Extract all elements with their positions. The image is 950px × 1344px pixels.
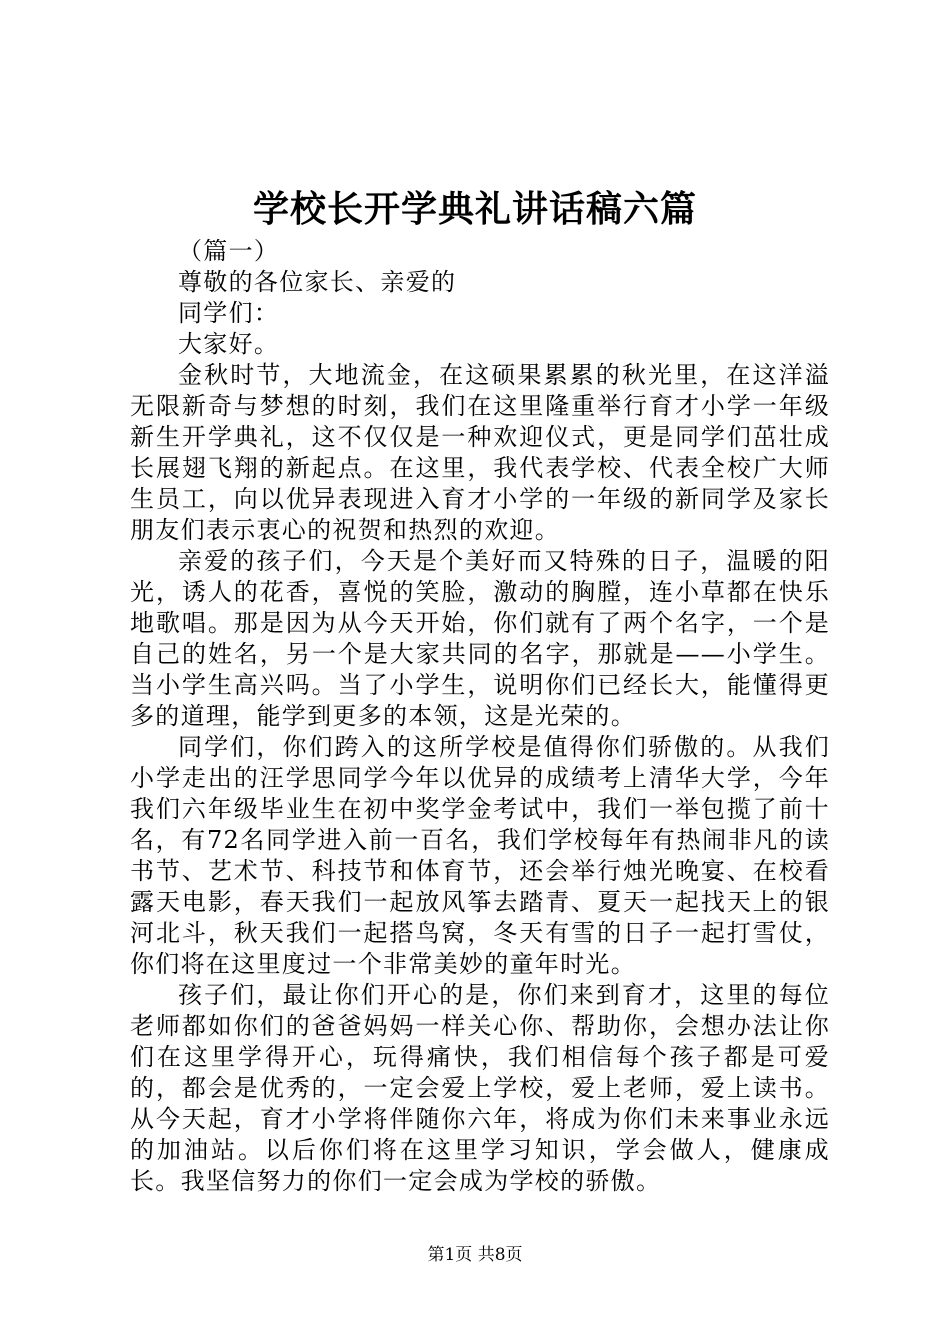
salutation-line-1: 尊敬的各位家长、亲爱的: [178, 268, 457, 296]
salutation-line-2: 同学们：: [178, 299, 280, 327]
document-body: [130, 236, 830, 1197]
paragraph: 孩子们，最让你们开心的是，你们来到育才，这里的每位老师都如你们的爸爸妈妈一样关心你、帮助你，会想办法让你们在这里学得开心，玩得痛快，我们相信每个孩子都是可爱的，都会是优秀的，一定会爱上学校，爱上老师，爱上读书。从今天起，育才小学将伴随你六年，将成为你们未来事业永远的加油站。以后你们将在这里学习知识，学会做人，健康成长。我坚信努力的你们一定会成为学校的骄傲。: [130, 981, 830, 1195]
paragraph: 金秋时节，大地流金，在这硕果累累的秋光里，在这洋溢无限新奇与梦想的时刻，我们在这里隆重举行育才小学一年级新生开学典礼，这不仅仅是一种欢迎仪式，更是同学们茁壮成长展翅飞翔的新起点。在这里，我代表学校、代表全校广大师生员工，向以优异表现进入育才小学的一年级的新同学及家长朋友们表示衷心的祝贺和热烈的欢迎。: [130, 361, 830, 544]
greeting: 大家好。: [178, 330, 280, 358]
paragraph: 亲爱的孩子们，今天是个美好而又特殊的日子，温暖的阳光，诱人的花香，喜悦的笑脸，激动的胸膛，连小草都在快乐地歌唱。那是因为从今天开始，你们就有了两个名字，一个是自己的姓名，另一个是大家共同的名字，那就是——小学生。当小学生高兴吗。当了小学生，说明你们已经长大，能懂得更多的道理，能学到更多的本领，这是光荣的。: [130, 547, 830, 730]
section-label: （篇一）: [178, 237, 280, 265]
page-footer: 第1页 共8页: [427, 1245, 523, 1265]
document-title: 学校长开学典礼讲话稿六篇: [252, 188, 697, 230]
paragraph: 同学们，你们跨入的这所学校是值得你们骄傲的。从我们小学走出的汪学思同学今年以优异的成绩考上清华大学，今年我们六年级毕业生在初中奖学金考试中，我们一举包揽了前十名，有72名同学进入前一百名，我们学校每年有热闹非凡的读书节、艺术节、科技节和体育节，还会举行烛光晚宴、在校看露天电影，春天我们一起放风筝去踏青、夏天一起找天上的银河北斗，秋天我们一起搭鸟窝，冬天有雪的日子一起打雪仗，你们将在这里度过一个非常美妙的童年时光。: [130, 733, 830, 978]
